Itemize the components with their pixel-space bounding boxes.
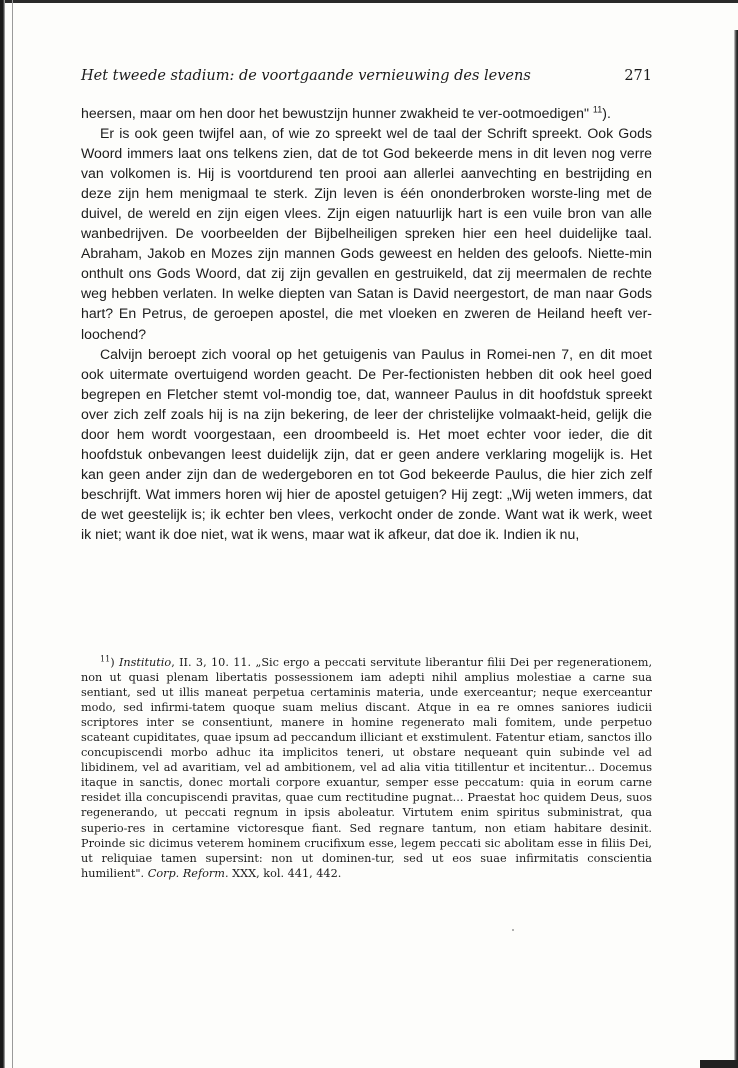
paper-speck [512, 929, 514, 931]
footnote-source-title: Institutio [118, 656, 172, 669]
footnote-marker: 11 [100, 654, 111, 664]
paragraph-1 [81, 103, 652, 123]
bottom-corner-mark [700, 1060, 738, 1068]
main-text [81, 103, 652, 544]
footnote [81, 655, 652, 881]
footnote-source-ref: , II. 3, 10. 11. [171, 656, 256, 669]
paragraph-1-text: heersen, maar om hen door het bewustzijn hunner zwakheid te ver-ootmoedigen" [81, 105, 589, 121]
footnote-corp-title: Corp. Reform. [147, 866, 229, 880]
top-edge-rule [0, 0, 738, 3]
running-header [81, 68, 652, 84]
footnote-quote: „Sic ergo a peccati servitute liberantur filii Dei per regenerationem, non ut quasi plenam libertatis possessionem iam adepti nihil amplius molestiae a carne sua sentiant, sed ut illis maneat perpetua certaminis materia, unde exerceantur; neque exerceantur modo, sed infirmi-tatem quoque suam melius discant. Atque in ea re omnes saniores iudicii scriptores inter se consentiunt, manere in homine regenerato mali fomitem, unde perpetuo scateant cupiditates, quae ipsum ad peccandum illiciant et exstimulent. Fatentur etiam, sanctos illo concupiscendi morbo adhuc ita implicitos teneri, ut obstare nequeant quin subinde vel ad libidinem, vel ad avaritiam, vel ad ambitionem, vel ad alia vitia titillentur et incitentur... Docemus itaque in sanctis, donec mortali corpore exuantur, semper esse peccatum: quia in eorum carne residet illa concupiscendi pravitas, quae cum rectitudine pugnat... Praestat hoc quidem Deus, suos regenerando, ut peccati regnum in ipsis aboleatur. Virtutem enim spiritus subministrat, qua superio-res in certamine victoresque fiant. Sed regnare tantum, non etiam habitare desinit. Proinde sic dicimus veterem hominem crucifixum esse, legem peccati sic abolitam esse in filiis Dei, ut reliquiae tamen supersint: non ut dominen-tur, sed ut eos suae infirmitatis conscientia humilient". [81, 656, 653, 880]
left-binding-edge [0, 0, 5, 1068]
paragraph-3: Calvijn beroept zich vooral op het getuigenis van Paulus in Romei-nen 7, en dit moet ook uitermate overtuigend worden geacht. De Per-fectionisten hebben dit ook heel goed begrepen en Fletcher stemt vol-mondig toe, dat, wanneer Paulus in dit hoofdstuk spreekt over zich zelf zoals hij is na zijn bekering, de leer der christelijke volmaakt-heid, gelijk die door hem wordt voorgestaan, een droombeeld is. Het moet echter voor ieder, die dit hoofdstuk onbevangen leest duidelijk zijn, dat er geen andere verklaring mogelijk is. Het kan geen ander zijn dan de wedergeboren en tot God bekeerde Paulus, die hier zich zelf beschrijft. Wat immers horen wij hier de apostel getuigen? Hij zegt: „Wij weten immers, dat de wet geestelijk is; ik echter ben vlees, verkocht onder de zonde. Want wat ik werk, weet ik niet; want ik doe niet, wat ik wens, maar wat ik afkeur, dat doe ik. Indien ik nu, [81, 345, 652, 542]
footnote-reference: 11 [592, 104, 603, 115]
footnote-paragraph [81, 655, 652, 881]
footnote-corp-ref: XXX, kol. 441, 442. [228, 866, 342, 880]
paragraph-1-end: ). [602, 105, 611, 121]
running-title: Het tweede stadium: de voortgaande vernieuwing des levens [81, 68, 531, 84]
footnote-marker-paren: ) [110, 656, 115, 669]
page-number: 271 [624, 68, 652, 84]
right-page-edge [734, 30, 738, 1068]
left-gutter-line [12, 0, 13, 1068]
paragraph-2: Er is ook geen twijfel aan, of wie zo spreekt wel de taal der Schrift spreekt. Ook Gods Woord immers laat ons telkens zien, dat de tot God bekeerde mens in dit leven nog verre van volkomen is. Hij is voortdurend ten prooi aan allerlei aanvechting en bestrijding en deze zijn hem menigmaal te sterk. Zijn leven is één ononderbroken worste-ling met de duivel, de wereld en zijn eigen vlees. Zijn eigen natuurlijk hart is een vuile bron van alle wanbedrijven. De voorbeelden der Bijbelheiligen spreken hier een heel duidelijke taal. Abraham, Jakob en Mozes zijn mannen Gods geweest en helden des geloofs. Niette-min onthult ons Gods Woord, dat zij zijn gevallen en gestruikeld, dat zij meermalen de rechte weg hebben verlaten. In welke diepten van Satan is David neergestort, de man naar Gods hart? En Petrus, de geroepen apostel, die met vloeken en zweren de Heiland heeft ver-loochend? [81, 125, 652, 342]
